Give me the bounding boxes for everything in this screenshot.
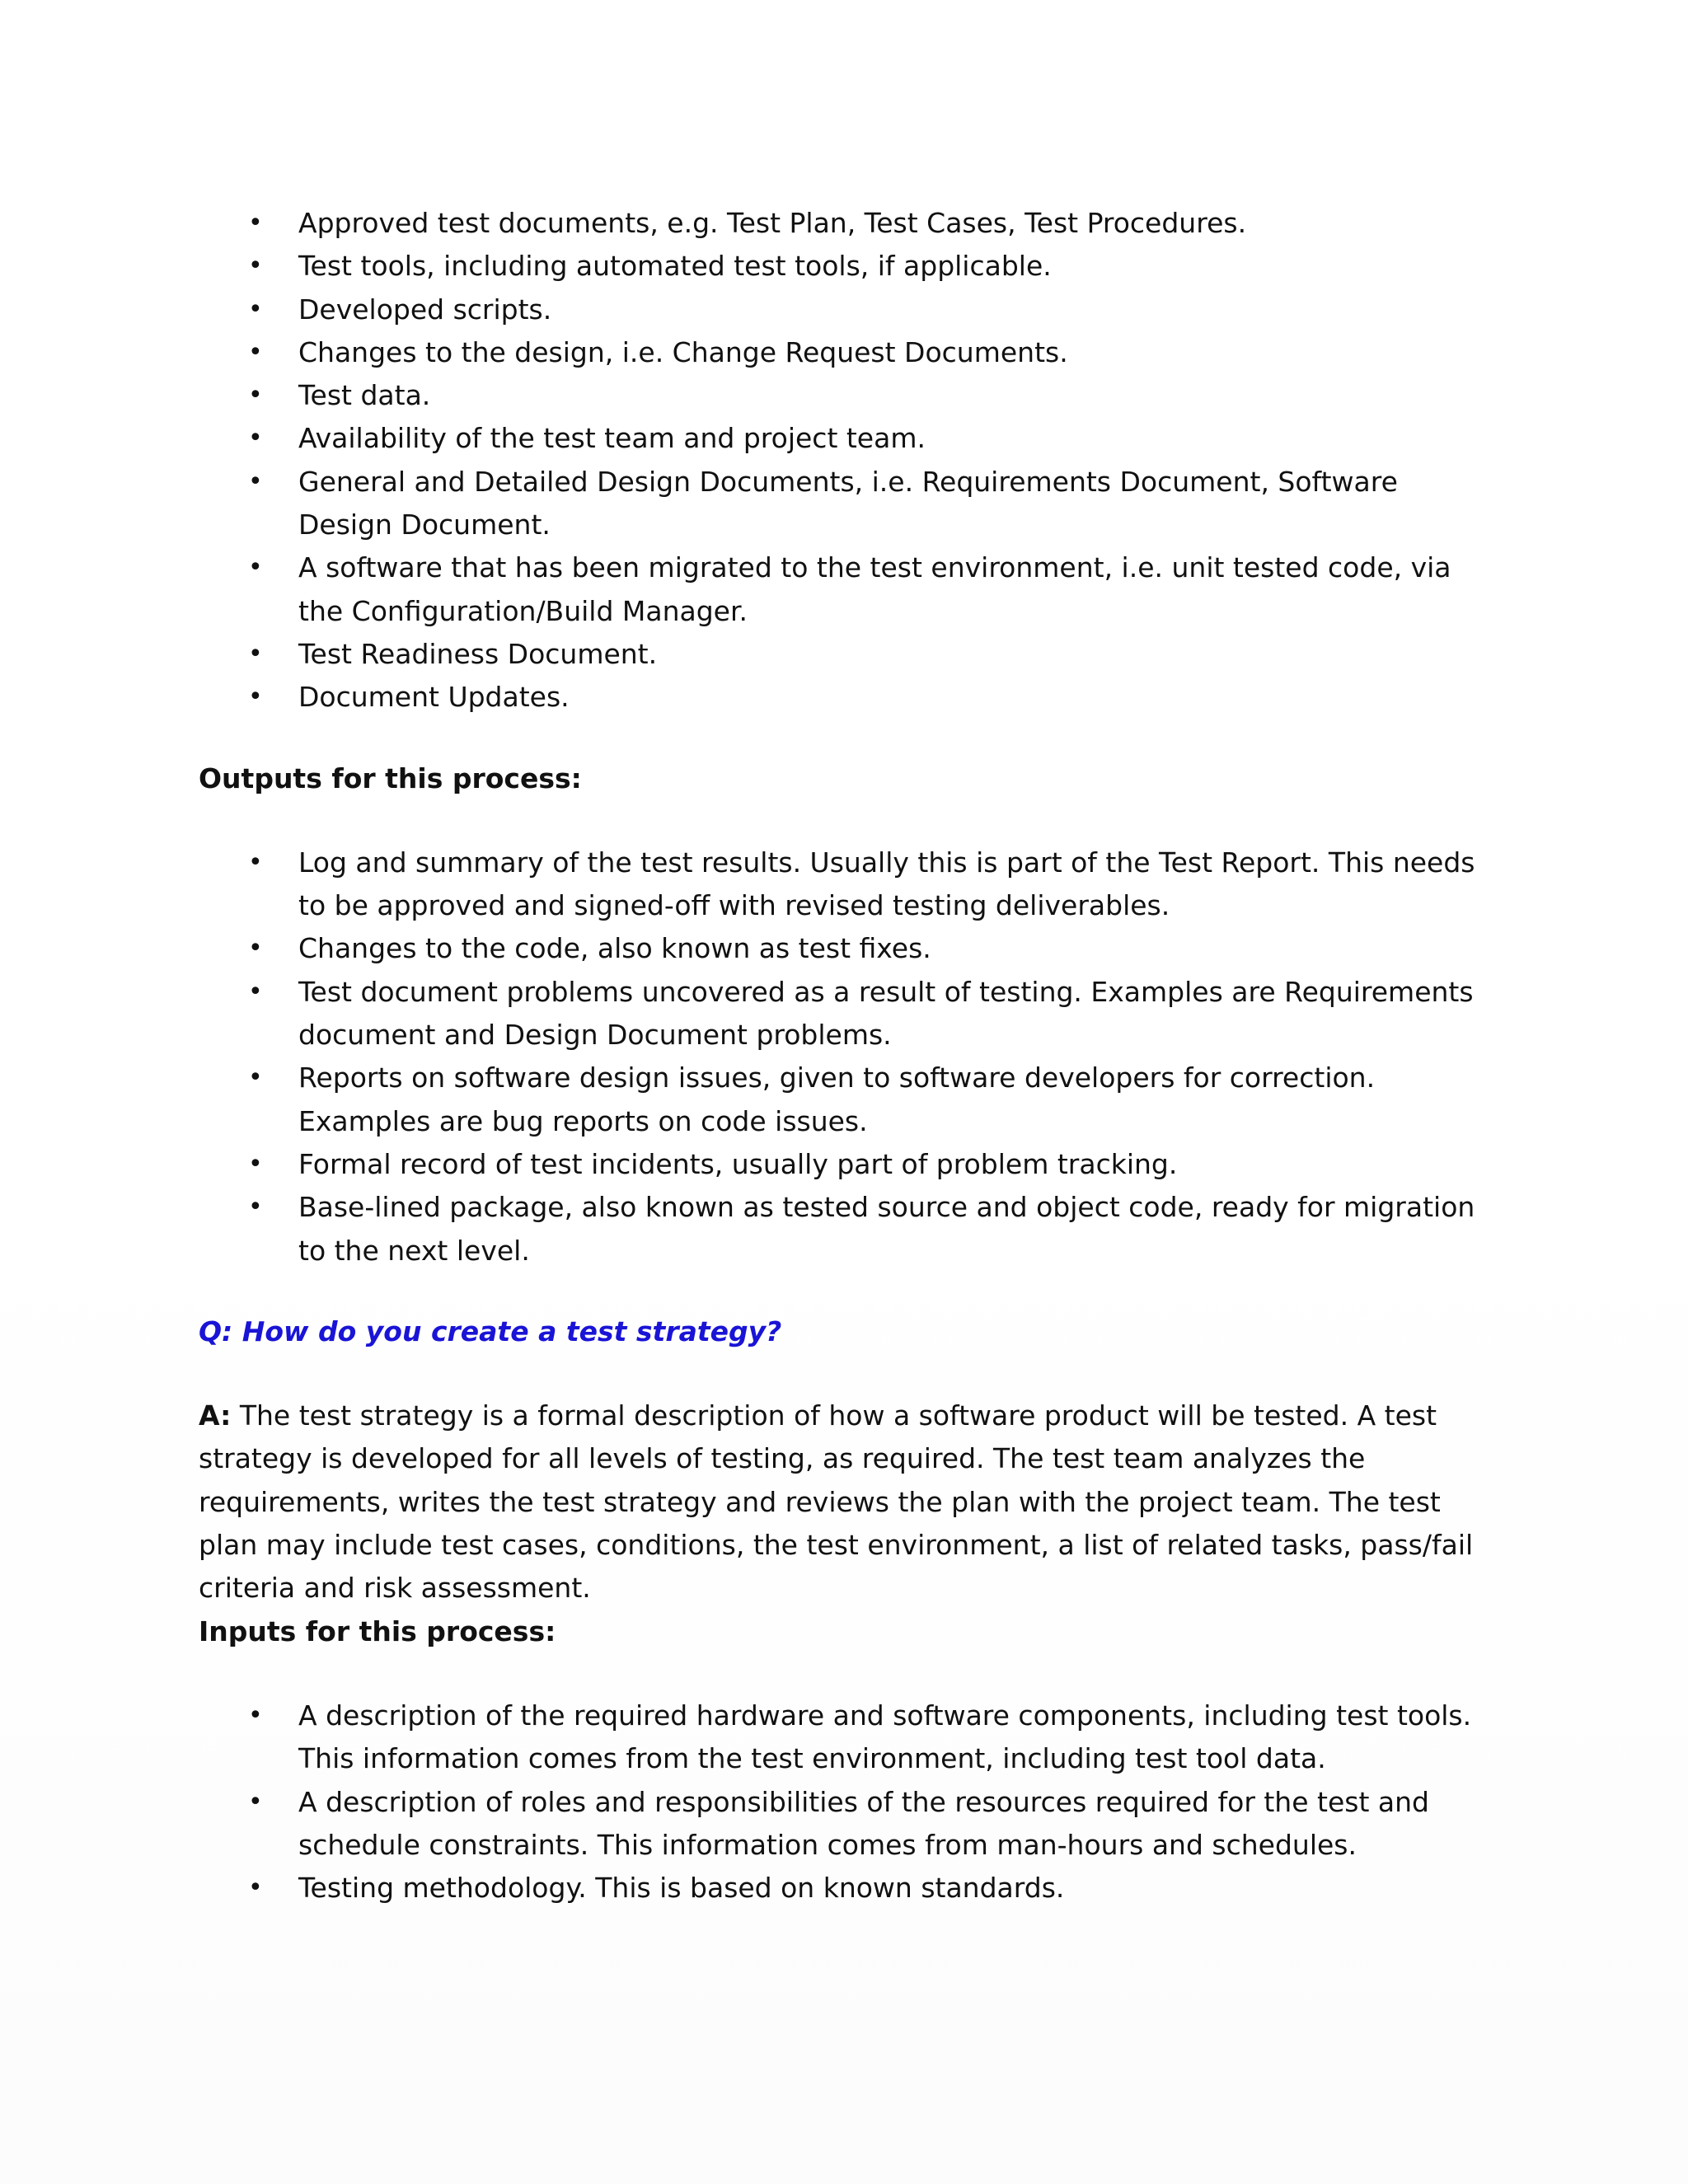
bullet-icon: • — [248, 977, 263, 1006]
answer-lead: A: — [199, 1399, 232, 1432]
list-item: • Log and summary of the test results. Usually this is part of the Test Report. This needs to be approved and signed-off with revised testing deliverables. — [199, 841, 1493, 928]
outputs-heading: Outputs for this process: — [199, 762, 582, 794]
bullet-icon: • — [248, 639, 263, 668]
list-item: • Changes to the design, i.e. Change Request Documents. — [199, 331, 1493, 374]
list-item: • Base-lined package, also known as tested source and object code, ready for migration to the next level. — [199, 1186, 1493, 1272]
inputs-heading: Inputs for this process: — [199, 1615, 556, 1647]
answer-paragraph — [199, 1394, 1493, 1610]
list-item: • Test Readiness Document. — [199, 633, 1493, 676]
list-item: • Availability of the test team and project team. — [199, 417, 1493, 460]
bullet-icon: • — [248, 1193, 263, 1222]
list-item: • Test document problems uncovered as a result of testing. Examples are Requirements document and Design Document problems. — [199, 971, 1493, 1057]
answer-text: The test strategy is a formal description of how a software product will be tested. A test strategy is developed for all levels of testing, as required. The test team analyzes the requirements, writes the test strategy and reviews the plan with the project team. The test plan may include test cases, conditions, the test environment, a list of related tasks, pass/fail criteria and risk assessment. — [199, 1399, 1474, 1605]
bullet-icon: • — [248, 337, 263, 367]
bullet-icon: • — [248, 251, 263, 281]
list-item: • Changes to the code, also known as test fixes. — [199, 927, 1493, 970]
list-item: • Reports on software design issues, given to software developers for correction. Examples are bug reports on code issues. — [199, 1057, 1493, 1143]
bullet-icon: • — [248, 934, 263, 963]
question-heading: Q: How do you create a test strategy? — [199, 1315, 782, 1347]
inputs-list — [199, 1694, 1493, 1910]
bullet-icon: • — [248, 1873, 263, 1903]
bullet-icon: • — [248, 1149, 263, 1179]
page-content — [199, 202, 1493, 1910]
bullet-icon: • — [248, 1063, 263, 1093]
list-item: • Test data. — [199, 374, 1493, 417]
bullet-icon: • — [248, 1787, 263, 1816]
list-item: • A description of roles and responsibilities of the resources required for the test and schedule constraints. This information comes from man-hours and schedules. — [199, 1781, 1493, 1868]
bullet-icon: • — [248, 1700, 263, 1730]
outputs-list — [199, 841, 1493, 1272]
list-item: • General and Detailed Design Documents, i.e. Requirements Document, Software Design Document. — [199, 461, 1493, 547]
spacer — [199, 1653, 1493, 1694]
spacer — [199, 719, 1493, 757]
spacer — [199, 800, 1493, 841]
bullet-icon: • — [248, 294, 263, 324]
bullet-icon: • — [248, 553, 263, 583]
list-item: • Document Updates. — [199, 676, 1493, 719]
list-item: • A description of the required hardware and software components, including test tools. This information comes from the test environment, including test tool data. — [199, 1694, 1493, 1781]
list-item: • Approved test documents, e.g. Test Plan, Test Cases, Test Procedures. — [199, 202, 1493, 245]
bullet-icon: • — [248, 424, 263, 453]
spacer — [199, 1272, 1493, 1310]
inputs-list-continued — [199, 202, 1493, 719]
list-item: • Testing methodology. This is based on known standards. — [199, 1867, 1493, 1910]
spacer — [199, 1353, 1493, 1394]
bullet-icon: • — [248, 381, 263, 410]
list-item: • Developed scripts. — [199, 288, 1493, 331]
bullet-icon: • — [248, 466, 263, 496]
list-item: • A software that has been migrated to the test environment, i.e. unit tested code, via the Configuration/Build Manager. — [199, 546, 1493, 633]
bullet-icon: • — [248, 682, 263, 712]
bullet-icon: • — [248, 847, 263, 877]
bullet-icon: • — [248, 209, 263, 237]
list-item: • Formal record of test incidents, usually part of problem tracking. — [199, 1143, 1493, 1186]
list-item: • Test tools, including automated test tools, if applicable. — [199, 245, 1493, 288]
